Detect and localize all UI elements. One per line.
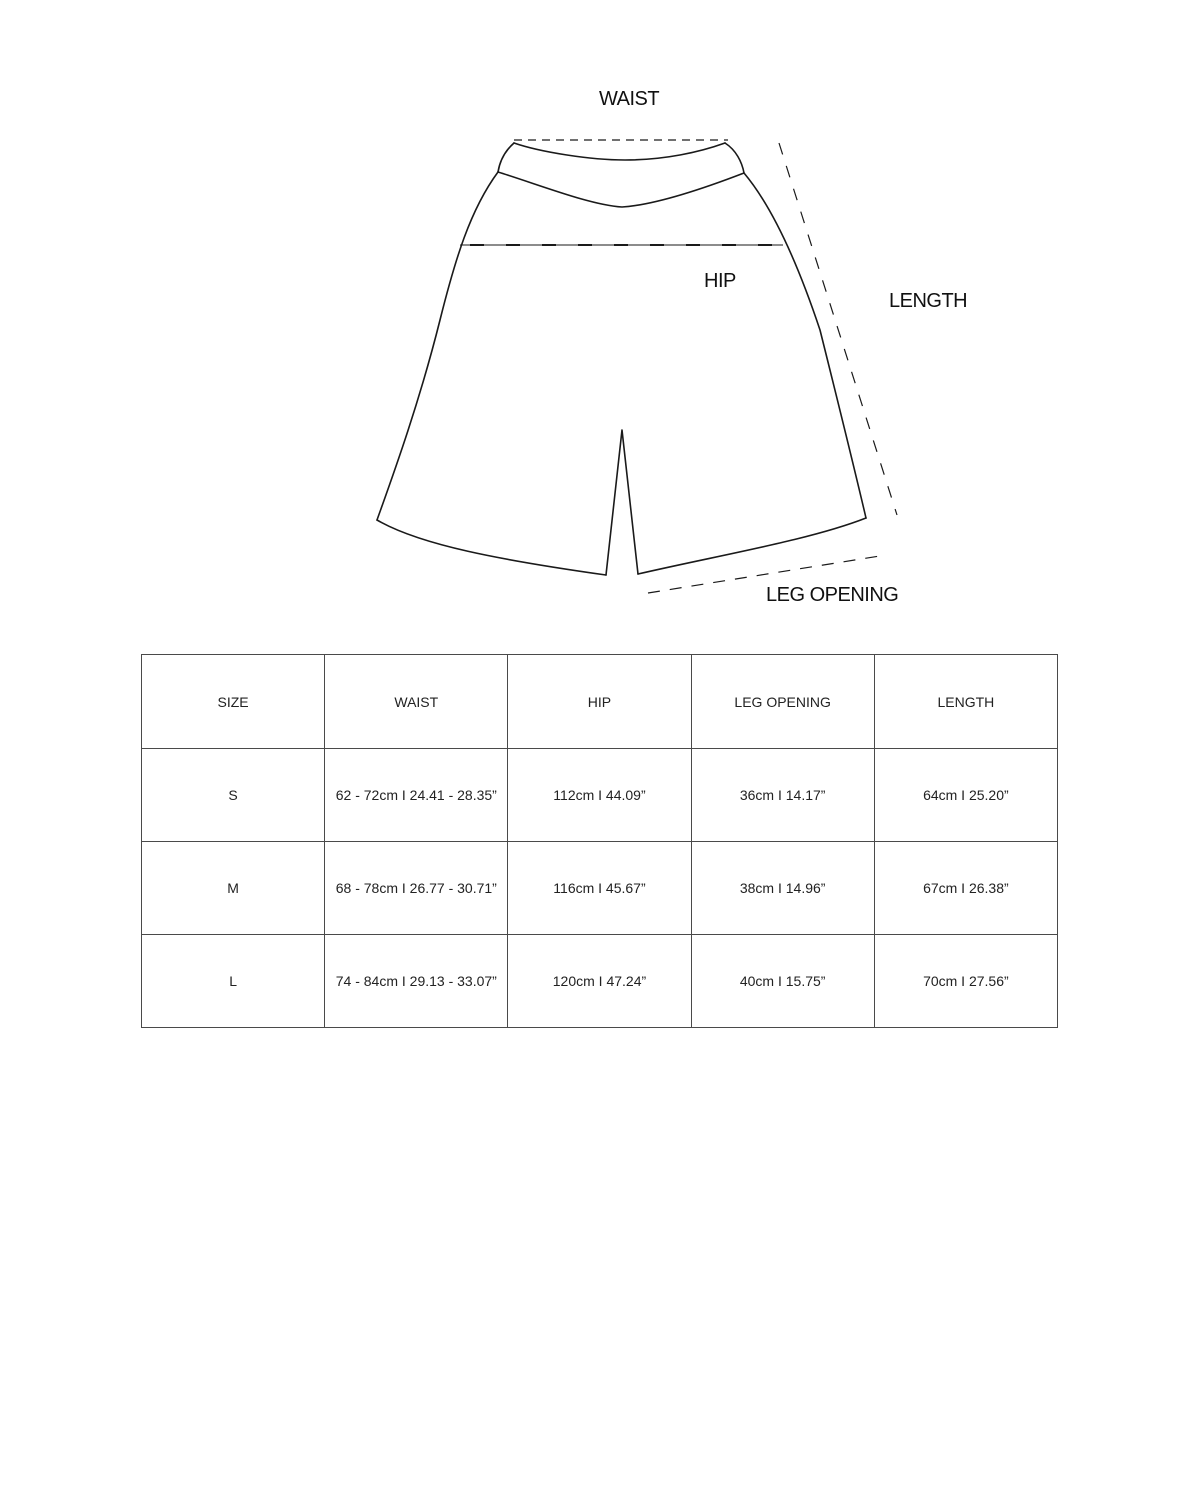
length-label: LENGTH [889, 290, 968, 312]
table-row [142, 749, 1058, 842]
header-hip: HIP [508, 655, 691, 749]
cell-waist: 68 - 78cm I 26.77 - 30.71” [325, 842, 508, 935]
shorts-measurement-diagram [0, 0, 1200, 640]
cell-hip: 116cm I 45.67” [508, 842, 691, 935]
inseam [606, 430, 638, 575]
size-chart-table [141, 654, 1058, 1028]
leg-opening-label: LEG OPENING [766, 584, 899, 606]
cell-leg-opening: 36cm I 14.17” [691, 749, 874, 842]
waist-label: WAIST [599, 88, 660, 110]
cell-length: 64cm I 25.20” [874, 749, 1057, 842]
header-size: SIZE [142, 655, 325, 749]
left-side-seam [377, 172, 498, 520]
header-leg-opening: LEG OPENING [691, 655, 874, 749]
hip-label: HIP [704, 270, 736, 292]
right-hem [638, 518, 866, 574]
length-measure-line [779, 143, 897, 515]
cell-length: 70cm I 27.56” [874, 935, 1057, 1028]
right-side-seam [744, 173, 866, 518]
cell-waist: 74 - 84cm I 29.13 - 33.07” [325, 935, 508, 1028]
waistband-top-line [514, 143, 725, 160]
cell-leg-opening: 38cm I 14.96” [691, 842, 874, 935]
cell-hip: 112cm I 44.09” [508, 749, 691, 842]
cell-size: L [142, 935, 325, 1028]
cell-size: M [142, 842, 325, 935]
table-header-row [142, 655, 1058, 749]
waistband-bottom-line [498, 172, 744, 207]
waistband-left-line [498, 143, 514, 172]
left-hem [377, 520, 606, 575]
table-row [142, 935, 1058, 1028]
cell-hip: 120cm I 47.24” [508, 935, 691, 1028]
cell-waist: 62 - 72cm I 24.41 - 28.35” [325, 749, 508, 842]
table-row [142, 842, 1058, 935]
waistband-right-line [725, 143, 744, 173]
cell-length: 67cm I 26.38” [874, 842, 1057, 935]
cell-leg-opening: 40cm I 15.75” [691, 935, 874, 1028]
header-length: LENGTH [874, 655, 1057, 749]
header-waist: WAIST [325, 655, 508, 749]
cell-size: S [142, 749, 325, 842]
